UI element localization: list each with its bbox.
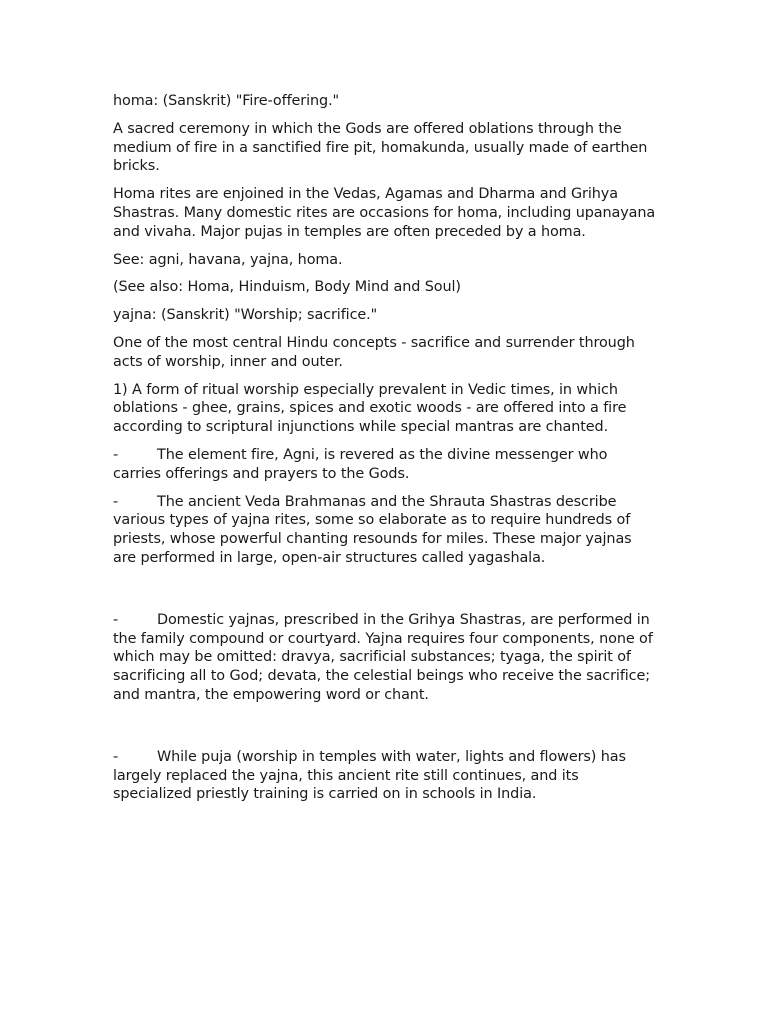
bullet-dash: - bbox=[113, 446, 119, 463]
homa-see-also: (See also: Homa, Hinduism, Body Mind and Soul) bbox=[113, 279, 461, 296]
bullet-veda bbox=[113, 493, 658, 568]
bullet-dash: - bbox=[113, 748, 119, 765]
document-page bbox=[113, 92, 658, 813]
yajna-definition: One of the most central Hindu concepts - sacrifice and surrender through acts of worship, inner and outer. bbox=[113, 334, 635, 370]
yajna-point-1: 1) A form of ritual worship especially prevalent in Vedic times, in which oblations - ghee, grains, spices and exotic woods - are offered into a fire according to scriptural injunctions while special mantras are chanted. bbox=[113, 381, 627, 436]
bullet-domestic-text: Domestic yajnas, prescribed in the Grihya Shastras, are performed in the family compound or courtyard. Yajna requires four components, none of which may be omitted: dravya, sacrificial substances; tyaga, the spirit of sacrificing all to God; devata, the celestial beings who receive the sacrifice; and mantra, the empowering word or chant. bbox=[113, 611, 653, 703]
homa-rites: Homa rites are enjoined in the Vedas, Agamas and Dharma and Grihya Shastras. Many domestic rites are occasions for homa, including upanayana and vivaha. Major pujas in temples are often preceded by a homa. bbox=[113, 186, 656, 240]
yajna-title: yajna: (Sanskrit) "Worship; sacrifice." bbox=[113, 307, 378, 324]
homa-see: See: agni, havana, yajna, homa. bbox=[113, 251, 343, 268]
bullet-veda-text: The ancient Veda Brahmanas and the Shrauta Shastras describe various types of yajna rites, some so elaborate as to require hundreds of priests, whose powerful chanting resounds for miles. These major yajnas are performed in large, open-air structures called yagashala. bbox=[113, 493, 632, 566]
bullet-puja-text: While puja (worship in temples with water, lights and flowers) has largely replaced the yajna, this ancient rite still continues, and its specialized priestly training is carried on in schools in India. bbox=[113, 748, 626, 803]
bullet-domestic bbox=[113, 611, 658, 705]
bullet-agni-text: The element fire, Agni, is revered as the divine messenger who carries offerings and prayers to the Gods. bbox=[113, 446, 608, 482]
bullet-puja bbox=[113, 748, 658, 804]
homa-definition: A sacred ceremony in which the Gods are offered oblations through the medium of fire in a sanctified fire pit, homakunda, usually made of earthen bricks. bbox=[113, 120, 648, 175]
homa-title: homa: (Sanskrit) "Fire-offering." bbox=[113, 93, 340, 109]
bullet-dash: - bbox=[113, 493, 119, 510]
bullet-dash: - bbox=[113, 611, 119, 628]
bullet-agni bbox=[113, 446, 658, 484]
